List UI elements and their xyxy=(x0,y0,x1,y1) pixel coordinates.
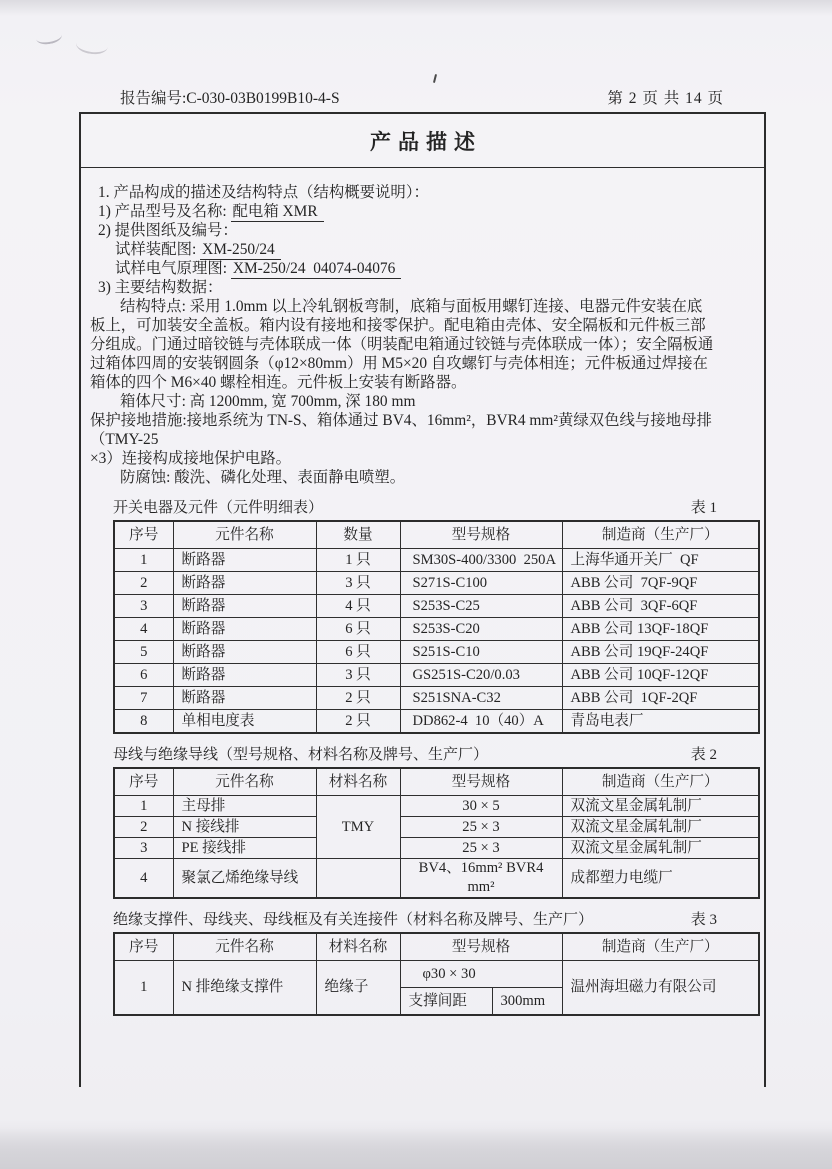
table3-tag: 表 3 xyxy=(690,912,717,928)
cell-name: 单相电度表 xyxy=(173,710,316,734)
pencil-scribble-icon xyxy=(75,34,109,56)
header-cell: 序号 xyxy=(114,521,173,549)
title-band xyxy=(81,114,764,168)
cell-spec-model: φ30 × 30 xyxy=(400,961,562,988)
cell-manufacturer: 上海华通开关厂 QF xyxy=(562,549,759,572)
cell-spec: 25 × 3 xyxy=(400,817,562,838)
cell-qty: 1 只 xyxy=(316,549,400,572)
cell-name: 主母排 xyxy=(173,796,316,817)
structure-paragraph-line: 分组成。门通过暗铰链与壳体联成一体（明装配电箱通过铰链与壳体联成一体）；安全隔板通 xyxy=(90,336,714,353)
cell-qty: 2 只 xyxy=(316,687,400,710)
cell-manufacturer: 成都塑力电缆厂 xyxy=(562,859,759,899)
product-model-label: 1) 产品型号及名称: xyxy=(98,203,231,220)
section-heading: 1. 产品构成的描述及结构特点（结构概要说明）： xyxy=(98,184,429,201)
cell-spec: S251SNA-C32 xyxy=(400,687,562,710)
pencil-scribble-icon xyxy=(35,28,63,46)
cell-manufacturer: ABB 公司 19QF-24QF xyxy=(562,641,759,664)
cell-name: 断路器 xyxy=(173,595,316,618)
table-row xyxy=(114,595,759,618)
cell-no: 2 xyxy=(114,572,173,595)
structure-paragraph-line: 过箱体四周的安装钢圆条（φ12×80mm）用 M5×20 自攻螺钉与壳体相连；元件板通过焊接在 xyxy=(90,355,708,372)
table1-caption xyxy=(90,499,755,518)
cell-material xyxy=(316,859,400,899)
header-cell: 型号规格 xyxy=(400,521,562,549)
cell-no: 8 xyxy=(114,710,173,734)
document-frame xyxy=(79,112,766,1087)
table1-tag: 表 1 xyxy=(690,500,717,516)
header-cell: 制造商（生产厂） xyxy=(562,933,759,961)
cell-qty: 2 只 xyxy=(316,710,400,734)
cell-spec: S253S-C25 xyxy=(400,595,562,618)
anticorrosion-line: 防腐蚀: 酸洗、磷化处理、表面静电喷塑。 xyxy=(120,469,406,486)
cell-name: 断路器 xyxy=(173,572,316,595)
header-cell: 型号规格 xyxy=(400,768,562,796)
header-cell: 材料名称 xyxy=(316,933,400,961)
cell-manufacturer: ABB 公司 7QF-9QF xyxy=(562,572,759,595)
document-body xyxy=(81,168,764,1016)
cell-manufacturer: ABB 公司 3QF-6QF xyxy=(562,595,759,618)
page-title: 产品描述 xyxy=(370,129,482,154)
structure-paragraph-line: 板上，可加装安全盖板。箱内设有接地和接零保护。配电箱由壳体、安全隔板和元件板三部 xyxy=(90,317,706,334)
cell-material: 绝缘子 xyxy=(316,961,400,1016)
table-row xyxy=(114,817,759,838)
table3-caption-text: 绝缘支撑件、母线夹、母线框及有关连接件（材料名称及牌号、生产厂） xyxy=(113,912,594,928)
header-cell: 序号 xyxy=(114,768,173,796)
header-cell: 制造商（生产厂） xyxy=(562,768,759,796)
cell-material-group: TMY xyxy=(316,796,400,859)
header-cell: 序号 xyxy=(114,933,173,961)
cell-qty: 4 只 xyxy=(316,595,400,618)
table-row xyxy=(114,687,759,710)
table2-tag: 表 2 xyxy=(690,747,717,763)
cell-no: 1 xyxy=(114,961,173,1016)
cell-no: 3 xyxy=(114,595,173,618)
grounding-line: ×3）连接构成接地保护电路。 xyxy=(90,450,292,467)
table-row xyxy=(114,664,759,687)
schematic-label: 试样电气原理图: xyxy=(115,260,231,277)
product-model-value: 配电箱 XMR xyxy=(231,203,324,222)
table-header-row xyxy=(114,521,759,549)
cell-spec: S251S-C10 xyxy=(400,641,562,664)
insulation-support-table xyxy=(113,932,760,1016)
drawings-heading: 2) 提供图纸及编号： xyxy=(98,222,238,239)
cell-no: 1 xyxy=(114,796,173,817)
cell-qty: 6 只 xyxy=(316,641,400,664)
header-cell: 型号规格 xyxy=(400,933,562,961)
header-cell: 制造商（生产厂） xyxy=(562,521,759,549)
table-row xyxy=(114,961,759,988)
cell-manufacturer: ABB 公司 10QF-12QF xyxy=(562,664,759,687)
cell-no: 5 xyxy=(114,641,173,664)
cell-name: 断路器 xyxy=(173,687,316,710)
cell-qty: 3 只 xyxy=(316,664,400,687)
cell-spec: BV4、16mm² BVR4 mm² xyxy=(400,859,562,899)
table-header-row xyxy=(114,768,759,796)
cell-name: 聚氯乙烯绝缘导线 xyxy=(173,859,316,899)
product-model-line xyxy=(90,202,755,221)
cell-spec: 25 × 3 xyxy=(400,838,562,859)
cell-manufacturer: ABB 公司 13QF-18QF xyxy=(562,618,759,641)
table-row xyxy=(114,618,759,641)
table-row xyxy=(114,710,759,734)
table2-caption xyxy=(90,746,755,765)
busbar-wire-table xyxy=(113,767,760,899)
cell-manufacturer: 温州海坦磁力有限公司 xyxy=(562,961,759,1016)
cell-name: 断路器 xyxy=(173,618,316,641)
table-row xyxy=(114,549,759,572)
grounding-line: 保护接地措施:接地系统为 TN-S、箱体通过 BV4、16mm²，BVR4 mm²黄绿双色线与接地母排（TMY-25 xyxy=(90,412,712,448)
header-cell: 元件名称 xyxy=(173,521,316,549)
cell-qty: 6 只 xyxy=(316,618,400,641)
cell-manufacturer: ABB 公司 1QF-2QF xyxy=(562,687,759,710)
assembly-drawing-label: 试样装配图: xyxy=(115,241,201,258)
header-cell: 元件名称 xyxy=(173,933,316,961)
assembly-drawing-line xyxy=(90,240,755,259)
cell-name: 断路器 xyxy=(173,641,316,664)
cell-no: 2 xyxy=(114,817,173,838)
structure-paragraph-line: 结构特点: 采用 1.0mm 以上冷轧钢板弯制，底箱与面板用螺钉连接、电器元件安装在底 xyxy=(120,298,703,315)
scan-shadow-band xyxy=(0,1128,832,1169)
cell-manufacturer: 青岛电表厂 xyxy=(562,710,759,734)
cell-name: 断路器 xyxy=(173,549,316,572)
assembly-drawing-value: XM-250/24 xyxy=(200,241,281,260)
table3-caption xyxy=(90,911,755,930)
cell-spec: S253S-C20 xyxy=(400,618,562,641)
table2-caption-text: 母线与绝缘导线（型号规格、材料名称及牌号、生产厂） xyxy=(113,747,489,763)
schematic-line xyxy=(90,259,755,278)
table-row xyxy=(114,641,759,664)
table-row xyxy=(114,859,759,899)
cell-no: 1 xyxy=(114,549,173,572)
cell-spec: 30 × 5 xyxy=(400,796,562,817)
schematic-value: XM-250/24 04074-04076 xyxy=(231,260,401,279)
table-row xyxy=(114,838,759,859)
document-header xyxy=(79,86,766,108)
switchgear-parts-table xyxy=(113,520,760,734)
enclosure-size-line: 箱体尺寸: 高 1200mm, 宽 700mm, 深 180 mm xyxy=(120,393,416,410)
table-row xyxy=(114,572,759,595)
structure-data-heading: 3) 主要结构数据： xyxy=(98,279,223,296)
cell-name: 断路器 xyxy=(173,664,316,687)
page-indicator: 第 2 页 共 14 页 xyxy=(607,90,724,107)
table-row xyxy=(114,796,759,817)
cell-spec: GS251S-C20/0.03 xyxy=(400,664,562,687)
cell-manufacturer: 双流文星金属轧制厂 xyxy=(562,796,759,817)
cell-qty: 3 只 xyxy=(316,572,400,595)
cell-no: 7 xyxy=(114,687,173,710)
cell-spec: S271S-C100 xyxy=(400,572,562,595)
cell-spec: DD862-4 10（40）A xyxy=(400,710,562,734)
header-cell: 材料名称 xyxy=(316,768,400,796)
table1-caption-text: 开关电器及元件（元件明细表） xyxy=(113,500,324,516)
cell-spacing-value: 300mm xyxy=(492,988,562,1016)
cell-name: N 排绝缘支撑件 xyxy=(173,961,316,1016)
report-number: 报告编号:C-030-03B0199B10-4-S xyxy=(120,90,340,107)
cell-no: 6 xyxy=(114,664,173,687)
cell-manufacturer: 双流文星金属轧制厂 xyxy=(562,817,759,838)
cell-spacing-label: 支撑间距 xyxy=(400,988,492,1016)
table-header-row xyxy=(114,933,759,961)
cell-no: 3 xyxy=(114,838,173,859)
header-cell: 元件名称 xyxy=(173,768,316,796)
stray-ink-mark xyxy=(433,74,437,83)
header-cell: 数量 xyxy=(316,521,400,549)
cell-name: PE 接线排 xyxy=(173,838,316,859)
cell-no: 4 xyxy=(114,859,173,899)
cell-spec: SM30S-400/3300 250A xyxy=(400,549,562,572)
cell-manufacturer: 双流文星金属轧制厂 xyxy=(562,838,759,859)
cell-name: N 接线排 xyxy=(173,817,316,838)
structure-paragraph-line: 箱体的四个 M6×40 螺栓相连。元件板上安装有断路器。 xyxy=(90,374,467,391)
cell-no: 4 xyxy=(114,618,173,641)
